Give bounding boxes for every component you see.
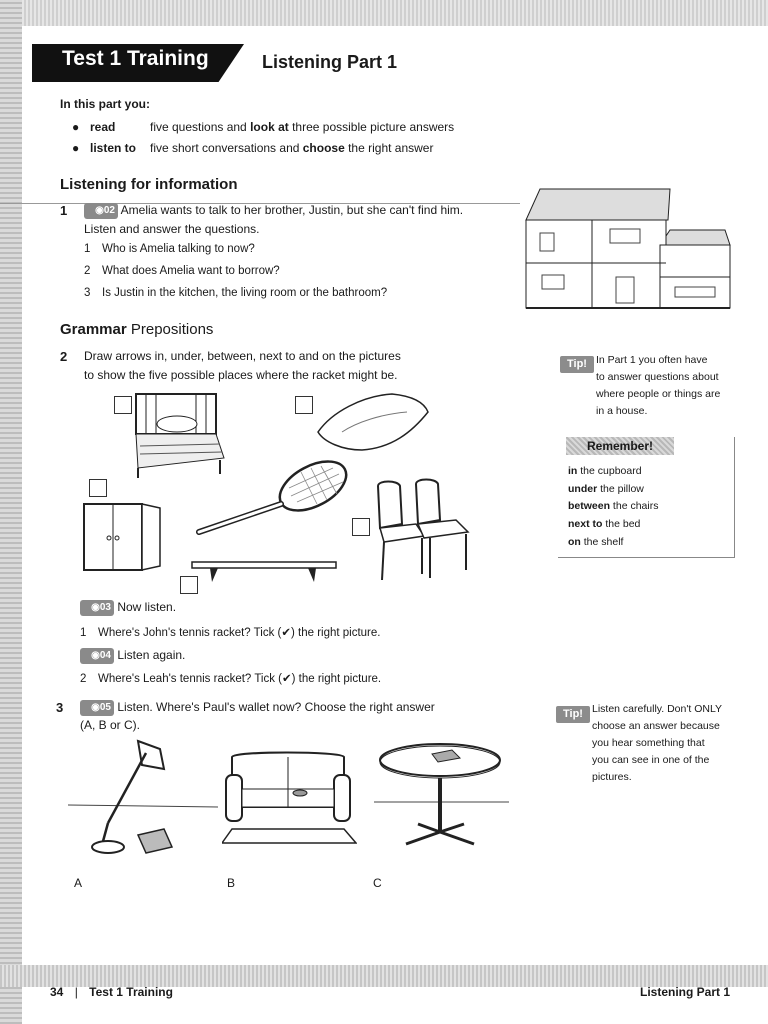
footer-separator: | xyxy=(74,985,78,999)
tip-text: Listen carefully. Don't ONLY choose an answer because you hear something that you can see in one of the pictures. xyxy=(592,703,723,783)
pillow-illustration xyxy=(312,392,432,454)
grammar-heading: Grammar Prepositions xyxy=(60,321,214,338)
picture-checkbox-chairs[interactable] xyxy=(352,518,370,536)
section-heading-listening: Listening for information xyxy=(60,176,238,193)
cd-track-icon: ◉05 xyxy=(80,700,114,716)
bullet-icon: ● xyxy=(72,141,80,155)
picture-b-sofa xyxy=(222,745,357,845)
footer-right: Listening Part 1 xyxy=(640,985,731,999)
listen-now-line: ◉03 Now listen. xyxy=(80,600,176,616)
answer-label-b[interactable]: B xyxy=(227,876,236,890)
intro-text: five short conversations and choose the right answer xyxy=(150,141,434,155)
shelf-illustration xyxy=(190,560,340,590)
remember-item: under the pillow xyxy=(568,483,644,495)
exercise-number: 3 xyxy=(56,700,64,715)
tip-badge: Tip! xyxy=(556,706,590,723)
exercise-number: 2 xyxy=(60,349,68,364)
picture-checkbox-pillow[interactable] xyxy=(295,396,313,414)
picture-c-table xyxy=(374,740,509,860)
bullet-icon: ● xyxy=(72,120,80,134)
picture-a-lamp-wallet xyxy=(68,735,218,860)
cd-track-icon: ◉03 xyxy=(80,600,114,616)
answer-label-c[interactable]: C xyxy=(373,876,382,890)
remember-item: on the shelf xyxy=(568,536,624,548)
exercise-1-instruction-2: Listen and answer the questions. xyxy=(84,222,260,236)
remember-item: between the chairs xyxy=(568,500,659,512)
question-item: 2 What does Amelia want to borrow? xyxy=(84,265,280,277)
house-illustration xyxy=(520,185,735,313)
picture-checkbox-cupboard[interactable] xyxy=(89,479,107,497)
intro-key: listen to xyxy=(90,141,137,155)
intro-heading: In this part you: xyxy=(60,97,150,111)
exercise-2-instruction-2: to show the five possible places where the racket might be. xyxy=(84,368,398,382)
remember-heading: Remember! xyxy=(566,437,674,455)
question-item: 3 Is Justin in the kitchen, the living room or the bathroom? xyxy=(84,287,388,299)
scan-edge-left xyxy=(0,0,22,1024)
scan-edge-top xyxy=(0,0,768,26)
exercise-number: 1 xyxy=(60,203,68,218)
intro-key: read xyxy=(90,120,116,134)
question-item: 1 Who is Amelia talking to now? xyxy=(84,243,255,255)
cd-track-icon: ◉02 xyxy=(84,203,118,219)
exercise-3-instruction-2: (A, B or C). xyxy=(80,718,141,732)
remember-item: in the cupboard xyxy=(568,465,642,477)
page-title: Test 1 Training xyxy=(62,47,209,70)
footer-section: Test 1 Training xyxy=(89,985,173,999)
intro-text: five questions and look at three possible picture answers xyxy=(150,120,455,134)
page-subtitle: Listening Part 1 xyxy=(262,52,398,72)
picture-checkbox-bed[interactable] xyxy=(114,396,132,414)
tip-badge: Tip! xyxy=(560,356,594,373)
listen-again-line: ◉04 Listen again. xyxy=(80,648,185,664)
cupboard-illustration xyxy=(80,498,165,576)
page-number: 34 xyxy=(50,985,64,999)
exercise-3-instruction: ◉05 Listen. Where's Paul's wallet now? Choose the right answer xyxy=(80,700,435,716)
listen-question-2: 2 Where's Leah's tennis racket? Tick (✔) the right picture. xyxy=(80,673,382,685)
chairs-illustration xyxy=(372,476,477,584)
exercise-2-instruction: Draw arrows in, under, between, next to and on the pictures xyxy=(84,349,401,363)
cd-track-icon: ◉04 xyxy=(80,648,114,664)
footer-left xyxy=(50,985,173,999)
remember-item: next to the bed xyxy=(568,518,641,530)
answer-label-a[interactable]: A xyxy=(74,876,83,890)
tennis-racket-illustration xyxy=(193,458,353,538)
tip-text: In Part 1 you often have to answer questions about where people or things are in a house. xyxy=(596,354,721,417)
scan-edge-bottom xyxy=(0,965,768,987)
exercise-1-instruction: ◉02 Amelia wants to talk to her brother, Justin, but she can't find him. xyxy=(84,203,463,219)
listen-question-1: 1 Where's John's tennis racket? Tick (✔) the right picture. xyxy=(80,627,381,639)
